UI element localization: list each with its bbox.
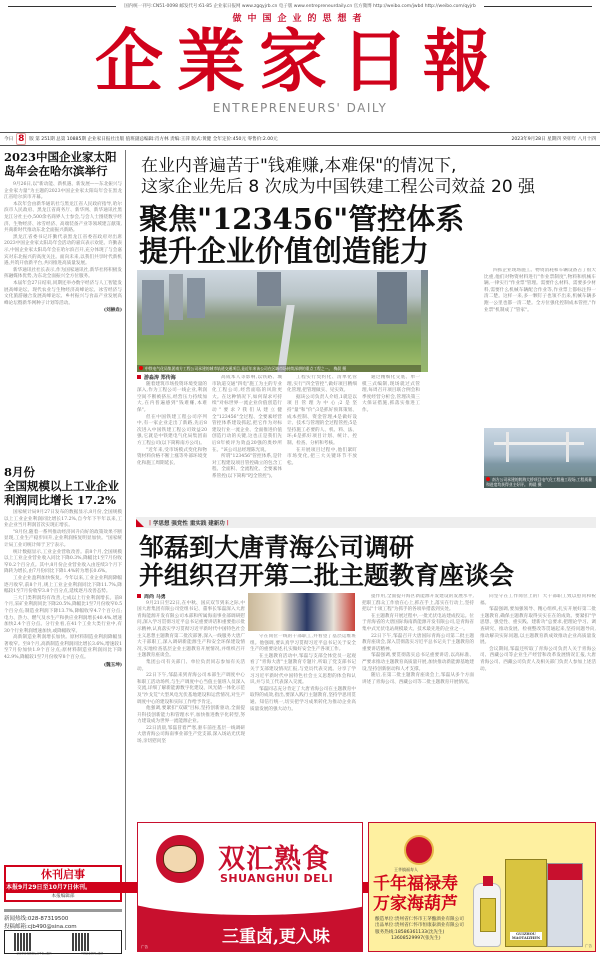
building bbox=[142, 280, 164, 335]
paragraph: 所谓"123456"管控体系,是针对工程建设项目管控确立的包含工程、全面积、全流程化、全要素体系管控(以下简称"PJ全管控")。 bbox=[212, 454, 282, 479]
issue-info-bar bbox=[0, 132, 600, 146]
paragraph: 在开展项目过程中,他们紧盯市场变化,把三大关键环节不放松。 bbox=[287, 447, 357, 466]
caption-text: 南方公司承建的跨海大桥项目电气化工程施工现场,工程质量和进度均获得业主好评。 bbox=[486, 477, 592, 487]
divider bbox=[8, 6, 116, 7]
author: (魏玉坤) bbox=[103, 662, 122, 668]
paragraph: 高新制造业利润增长加快。原材料制造业利润降幅显著收窄。至8个月,高新制造业利润同比增长3.6%,增速较1至7月份加快1.9个百分点;原材料制造业利润同比下降42.9%,降幅较1至7月份收窄8个百分点。 bbox=[4, 635, 122, 661]
building bbox=[257, 272, 281, 306]
caption-bullet-icon bbox=[486, 477, 490, 481]
section-band bbox=[136, 517, 596, 528]
deck-line-2: 这家企业先后 8 次成为中国铁建工程公司效益 20 强 bbox=[141, 177, 536, 197]
building bbox=[169, 274, 183, 320]
paragraph: "近年来,受市场模式变化和物资材料价格不断上涨等外部环境变化和施工周期延长, bbox=[137, 447, 207, 466]
paragraph: 据该公司负责人介绍,1就是以项目管理为中心;2是坚持"量"和"价";3是抓好预算策划、成本控制、资金管理;4是做好设计、技术与管理的全过程管控;5是坚持施工必要的人、机、料、法、环;6是抓好项目计划、统计、控制、检查、分析和考核。 bbox=[287, 394, 357, 446]
suspension-notice bbox=[4, 865, 122, 902]
qr-code-icon bbox=[72, 933, 90, 951]
paragraph: 他强调,要紧扣"双碳"目标,坚持创新驱动,全面提升科技创新能力和管理水平,加快推进数字化转型,努力建设成为世界一流能源企业。 bbox=[137, 706, 245, 725]
building-photo bbox=[421, 270, 428, 372]
brand-emblem-icon bbox=[404, 835, 434, 865]
building bbox=[187, 278, 205, 318]
rail-track bbox=[277, 305, 294, 372]
paragraph: 统计数据显示,工业企业营收改善。前8个月,全国规模以上工业企业营业收入同比下降0.3%,降幅比1至7月份收窄0.2个百分点。其中,8月份企业营业收入由连续3个月下降转为增长,由7月份同比下降1.4%转为增长0.6%。 bbox=[4, 549, 122, 575]
qr-label: 中国企业家网二维码 bbox=[80, 952, 104, 955]
left-article-title: 2023中国企业家太阳岛年会在哈尔滨举行 bbox=[4, 150, 117, 178]
left-article bbox=[4, 150, 122, 313]
pig-logo-icon bbox=[156, 835, 204, 883]
byline-text: 游淼涛 郑传海 bbox=[144, 375, 176, 381]
paragraph: 黑龙江省委书记许勤代表黑龙江省委省政府对出席2023中国企业家太阳岛年会活动的嘉宾表示欢迎。许勤表示,中国企业家太阳岛年会在哈尔滨召开,充分体现了与会嘉宾对东北振兴的高度关注。面向未来,以我们共享时代新机遇,共筑开放新平台,共同推进高质量发展。 bbox=[4, 234, 122, 267]
qr-label: 企业家日报微信公众平台二维码 bbox=[16, 952, 52, 955]
contact-info bbox=[4, 909, 122, 931]
main-article-col-3 bbox=[287, 375, 357, 513]
building bbox=[377, 272, 407, 324]
notice-signature: 本报编辑部 bbox=[51, 894, 75, 899]
paragraph: 新华通讯社社长表示,作为国家通讯社,新华社将积极发挥融媒体优势,为东北全面振兴全方位服务。 bbox=[4, 267, 122, 280]
qr-item bbox=[72, 933, 112, 955]
slogan-line-1: 千年福禄寿 bbox=[373, 874, 458, 894]
deck-line-1: 在业内普遍苦于"钱难赚,本难保"的情况下, bbox=[141, 156, 457, 176]
byline bbox=[137, 375, 207, 382]
publication-meta-line bbox=[0, 2, 600, 10]
issue-details: 版 第 251期 总第 10885期 企业家日报社出版 值班副总编辑:肖方林 责编:王萍 版式:黄健 全年定价:450元 零售价:2.00元 bbox=[29, 137, 278, 142]
producer: 出品单位:贵州省仁怀市恒康泰酒业有限公司 bbox=[375, 923, 464, 929]
paragraph: 邹磊同志充分肯定了大唐青海公司在主题教育中取得的成效,指出,要深入践行主题教育,坚持学思用贯通、知信行统一,切实把学习成果转化为推动企业高质量发展的强大动力。 bbox=[250, 686, 356, 712]
qr-item bbox=[14, 933, 54, 955]
ad-slogan bbox=[373, 874, 458, 914]
column-divider bbox=[125, 150, 126, 950]
paragraph: 工业企业盈利加快恢复。今年以来,工业企业利润降幅逐月收窄,前8个月,规上工业企业利润同比下降11.7%,降幅较1至7月份收窄3.8个百分点,延续逐月改善态势。 bbox=[4, 575, 122, 595]
paragraph: 高成本人等影响,以铁路、城市轨道交通"四电"施工为主的专业化工程公司,经营面临的风险更大。在这种情况下,如何谋求可持续"对标世界一流企业价值创造行动"要求?我们从建立健全"123456"全过程、全要素经营管控体系建设抓起,把它作为对标建设行业一流企业、全面推进价值创造行动的关键,这也正是我们先后8年被评为效益20强的奥妙所在。"该公司总经理陈光说。 bbox=[212, 375, 282, 453]
bridge-tower bbox=[566, 432, 569, 462]
paragraph: 三大门类利润均有改善,七成以上行业利润增长。前8个月,采矿业利润同比下降20.5%,降幅比1至7月份收窄0.5个百分点;制造业利润下降13.7%,降幅收窄4.7个百分点;电力、热力、燃气及水生产和供应业利润增长40.4%,增速加快2.4个百分点。分行业看,在41个工业大类行业中,有30个行业利润增速加快,或降幅收窄。 bbox=[4, 595, 122, 634]
second-headline bbox=[139, 534, 589, 590]
paragraph: 向坚守在工作岗位上的广大干部职工致以慰问和祝福。 bbox=[480, 594, 596, 606]
ad-info bbox=[375, 917, 464, 943]
main-article-col-1 bbox=[137, 375, 207, 467]
paragraph: 邹磊强调,要加强领导、精心组织,扎实开展好第二批主题教育,确保主题教育取得实实在在的成效。要紧扣"学思想、强党性、重实践、建新功"总要求,把理论学习、调查研究、推动发展、检视整改等贯通起来,坚持问题导向,推动解决实际问题,以主题教育新成效推动企业高质量发展。 bbox=[480, 607, 596, 646]
maker: 酿造单位:贵州省仁怀市王茅酿酒业有限公司 bbox=[375, 917, 464, 922]
paragraph: 会议期间,邹磊还听取了青海公司负责人关于青海公司、西藏公司等企业生产经营和改革发展情况汇报,大唐青海公司、西藏公司负责人及相关部门负责人参加上述活动。 bbox=[480, 646, 596, 672]
photo-credit: 梅晨 摄 bbox=[333, 366, 347, 371]
byline bbox=[137, 594, 245, 601]
paragraph: "8月份,随着一系列推动经济回升向好的政策效果不断显现,工业生产稳步回升,企业利润恢复明显加快。"国家统计局工业司统计师于卫宁表示。 bbox=[4, 529, 122, 548]
shuanghui-ad[interactable] bbox=[137, 822, 363, 952]
liquor-box-side-icon bbox=[547, 863, 583, 947]
paragraph: 22日清晨,邹磊冒着严寒,驱车前往基层一线调研大唐青海公司海南事业部生产党支部,深入场站光伏现场,亲切慰问坚 bbox=[137, 725, 245, 745]
photo-caption bbox=[137, 365, 421, 372]
paragraph: 守在岗位一线的干部职工,并看望了基层运维班组。他强调,要认真学习贯彻习近平总书记关于安全生产的重要论述,扎实做好安全生产各项工作。 bbox=[250, 634, 356, 653]
section-flag-icon bbox=[136, 519, 144, 527]
meeting-photo bbox=[248, 593, 355, 631]
headline-line-2: 并组织召开第二批主题教育座谈会 bbox=[139, 561, 515, 590]
paragraph: 随后,在第二批主题教育座谈会上,邹磊从多个方面讲述了青海公司、西藏公司等二批主题教育开展情况。 bbox=[362, 673, 474, 685]
paragraph: 邹磊强调,要贯彻落实总书记重要讲话,以高标准、严要求推动主题教育高质量开展,加快推动新能源基地建设,坚持创新驱动和人才支撑。 bbox=[362, 653, 474, 672]
headline-line-2: 提升企业价值创造能力 bbox=[139, 234, 430, 268]
qr-code-box bbox=[4, 930, 122, 954]
paragraph: 22日下午,邹磊召开大唐国际青海公司第二批主题教育座谈会,深入贯彻落实习近平总书记关于主题教育的重要讲话精神。 bbox=[362, 633, 474, 652]
paragraph: 提作用,全面提升海区新能源开发建设的发展水平,把职工群众工作放在心上,抓在手上,落实在行动上,坚持把以"十项工程"为抓手的各项举措落到实处。 bbox=[362, 594, 474, 613]
caption-bullet-icon bbox=[139, 366, 143, 370]
paragraph: 集团公司有关部门、单位负责同志参加有关活动。 bbox=[137, 659, 245, 672]
ad-brand-en: SHUANGHUI DELI bbox=[220, 872, 334, 885]
photo-credit: 梅晨 摄 bbox=[528, 482, 542, 487]
byline-marker-icon bbox=[137, 375, 141, 379]
liquor-box-icon bbox=[505, 859, 547, 947]
page-count-badge: 8 bbox=[18, 134, 25, 144]
paragraph: 在主题教育开展过程中,一批光伏电站建成投运。位于青海省的大唐国际海南新能源开发有限公司,是青海省集中式光伏电站规模最大、技术最先进的企业之一。 bbox=[362, 613, 474, 632]
paragraph: 本次年会由新华通讯社与黑龙江省人民政府指导,哈尔滨市人民政府、黑龙江省商务厅、新华网、新华通讯社黑龙江分社主办,500余名商界人士参会,与会人士围绕数字经济、生物经济、冰雪经济、高端装备产业等领域建言献策,共商新时代推动东北全面振兴新路。 bbox=[4, 201, 122, 234]
qr-code-icon bbox=[14, 933, 32, 951]
author: (刘赫垚) bbox=[103, 308, 122, 314]
english-name: ENTREPRENEURS' DAILY bbox=[212, 101, 388, 115]
news-hotline: 新闻热线:028-87319500 bbox=[4, 916, 69, 922]
paragraph: 22日下午,邹磊来到青海公司本部生产调度中心和职工活动场所,与生产调度中心当值主值班人员深入交流,详细了解新能源数字化建设、风光储一体化示范及"沙戈荒"大型风电光伏基地建设和运营情况,对生产调度中心的建设和实际工作给予肯定。 bbox=[137, 673, 245, 705]
divider: | bbox=[149, 519, 152, 526]
paragraph: 9月21日至22日,在中秋、国庆双节到来之际,中国大唐集团有限公司党组书记、董事长邹磊深入大唐青海能源开发有限公司本部和所属海南事业部调研慰问,深入学习贯彻习近平总书记重要讲话和重要指示批示精神,认真落实学习贯彻习近平新时代中国特色社会主义思想主题教育第二批次部署,深入一线服务大唐广大干部职工,深入调研新能源生产和安全环保建设情况,实地检查基层企业主题教育开展情况,并组织召开主题教育座谈会。 bbox=[137, 600, 245, 659]
byline-marker-icon bbox=[137, 594, 141, 598]
ad-brand: 王茅镇福寿人 bbox=[394, 867, 418, 872]
ad-slogan: 三重卤,更入味 bbox=[222, 927, 330, 947]
slogan-line-2: 万家海葫芦 bbox=[373, 894, 458, 914]
headline-line-1: 邹磊到大唐青海公司调研 bbox=[139, 533, 415, 562]
ad-tag: 广告 bbox=[141, 945, 148, 949]
masthead-logo: 企業家日報 bbox=[94, 22, 505, 102]
hotline: 13608529997(张先生) bbox=[391, 936, 441, 942]
ad-brand-cn: 双汇熟食 bbox=[218, 844, 330, 875]
second-article-col-2 bbox=[250, 634, 356, 816]
paragraph: 随着建筑市场投资环境变量的深入,作为工程公司一线企业,利润空间不断被挤压,经营压力持续加大,在内普遍感到"钱难赚,本难保"。 bbox=[137, 381, 207, 413]
notice-text: 本报9月29日至10月7日休刊。 bbox=[6, 882, 466, 893]
main-deck bbox=[141, 156, 591, 198]
paragraph: 9月26日,以"新动能、新机遇、新发展——东北振兴与企业家力量"为主题的2023中国企业家太阳岛年会在黑龙江省哈尔滨市开幕。 bbox=[4, 182, 122, 201]
ad-tag: 广告 bbox=[585, 944, 592, 948]
second-article-col-1 bbox=[137, 594, 245, 816]
issue-date: 2023年9月28日 星期四 癸卯年 八月十四 bbox=[511, 137, 596, 142]
byline-text: 周尚 马勇 bbox=[144, 594, 166, 600]
divider bbox=[484, 6, 592, 7]
bridge-tower bbox=[506, 432, 509, 462]
photo-caption bbox=[484, 476, 596, 488]
headline-line-1: 聚焦"123456"管控体系 bbox=[139, 202, 465, 236]
paragraph: 国家统计局9月27日发布的数据显示,8月份,全国规模以上工业企业利润同比增长17.2%,自今年下半年以来,工业企业当月利润首次实现正增长。 bbox=[4, 510, 122, 529]
divider: | bbox=[226, 519, 229, 526]
second-article-col-3 bbox=[362, 594, 474, 816]
bridge-photo bbox=[484, 428, 596, 488]
notice-title: 休刊启事 bbox=[41, 868, 85, 881]
liquor-bottle-icon bbox=[473, 883, 501, 947]
paragraph: 四抓企业现场施工。物资消耗和车辆设备占了很大比重,他们对物资材料进行"作业票制度",物料和机械车辆,一律实行"作业票"管理。需要什么材料、需要多少材料,需要什么机械车辆配合作业等,作业票上都标注得一清二楚。这样一来,多一颗钉子也领不出来,机械车辆多跑一公里也都一清二楚。全方位强化控制成本管控,"作业票"机制成了"管家"。 bbox=[484, 268, 596, 313]
paragraph: 工程实行契约化、清单化管理,实行"四全管控",做好项目精细化管理,把管理做实、见实效。 bbox=[287, 375, 357, 394]
hotline: 服务热线:18586361133(沈先生) bbox=[375, 929, 445, 935]
today-label: 今日 bbox=[4, 137, 14, 142]
caption-text: 中铁电气化局集团南方工程公司承建的城市轨道交通项目,是近年来该公司在区域市场持续深耕的重点工程之一。 bbox=[145, 366, 333, 371]
paragraph: 但在中国铁建工程公司序列中,有一家企业走出了新路,先后8次进入中国铁建工程公司效益20强,它就是中铁建电气化局集团南方工程公司(以下简称南方公司)。 bbox=[137, 414, 207, 446]
left-article-2-title-line1: 8月份 bbox=[4, 465, 36, 479]
main-article-col-2 bbox=[212, 375, 282, 513]
main-article-col-3b bbox=[362, 375, 420, 513]
box-label: GUIZHOU MAOTAIZHEN bbox=[511, 932, 541, 940]
left-article-2-title-line2: 全国规模以上工业企业利润同比增长 17.2% bbox=[4, 479, 119, 507]
section-tags: 学思想 强党性 重实践 建新功 bbox=[153, 520, 225, 527]
rail-transit-photo bbox=[137, 270, 421, 372]
paragraph: 在主题教育活动中,邹磊与支部全体党员一起观看了"青海大唐"主题教育专题片,听取了党支部书记关于支部建设情况汇报,与党员代表交流。分享了学习习近平新时代中国特色社会主义思想的体会和认识,并与员工代表深入交流。 bbox=[250, 653, 356, 686]
publication-meta-text: 国内统一刊号:CN51-0098 邮发代号:61-85 企业家日报网 www.zgqyjrb.cn 电子版 www.entrepreneurdaily.cn 官方微博 http://weibo.com/jwbd http://weibo.com/qyjrb bbox=[124, 4, 476, 9]
main-headline bbox=[139, 203, 589, 267]
liquor-ad[interactable] bbox=[368, 822, 596, 952]
main-article-col-4 bbox=[484, 268, 596, 426]
submission-email[interactable]: 投稿邮箱:cjb490@sina.com bbox=[4, 924, 77, 930]
paragraph: 本届年会27日结束,同期还举办数字经济与人工智能发展高峰论坛、现代农业与生物经济高峰论坛、冰雪经济与文化旅游融合发展高峰论坛、乡村振兴与食品产业发展高峰论坛暨新华网种子计划等活动。 bbox=[4, 280, 122, 306]
paragraph: 通过精细化交底、单一模三式编制,现场就过式管理,每周召开项目联合例会和季度经营分析会,管理决策三大保证措施,抓落实推进工作。 bbox=[362, 375, 420, 413]
slogan: 做中国企业的思想者 bbox=[232, 14, 368, 24]
left-article-2 bbox=[4, 465, 122, 668]
second-article-col-4 bbox=[480, 594, 596, 816]
